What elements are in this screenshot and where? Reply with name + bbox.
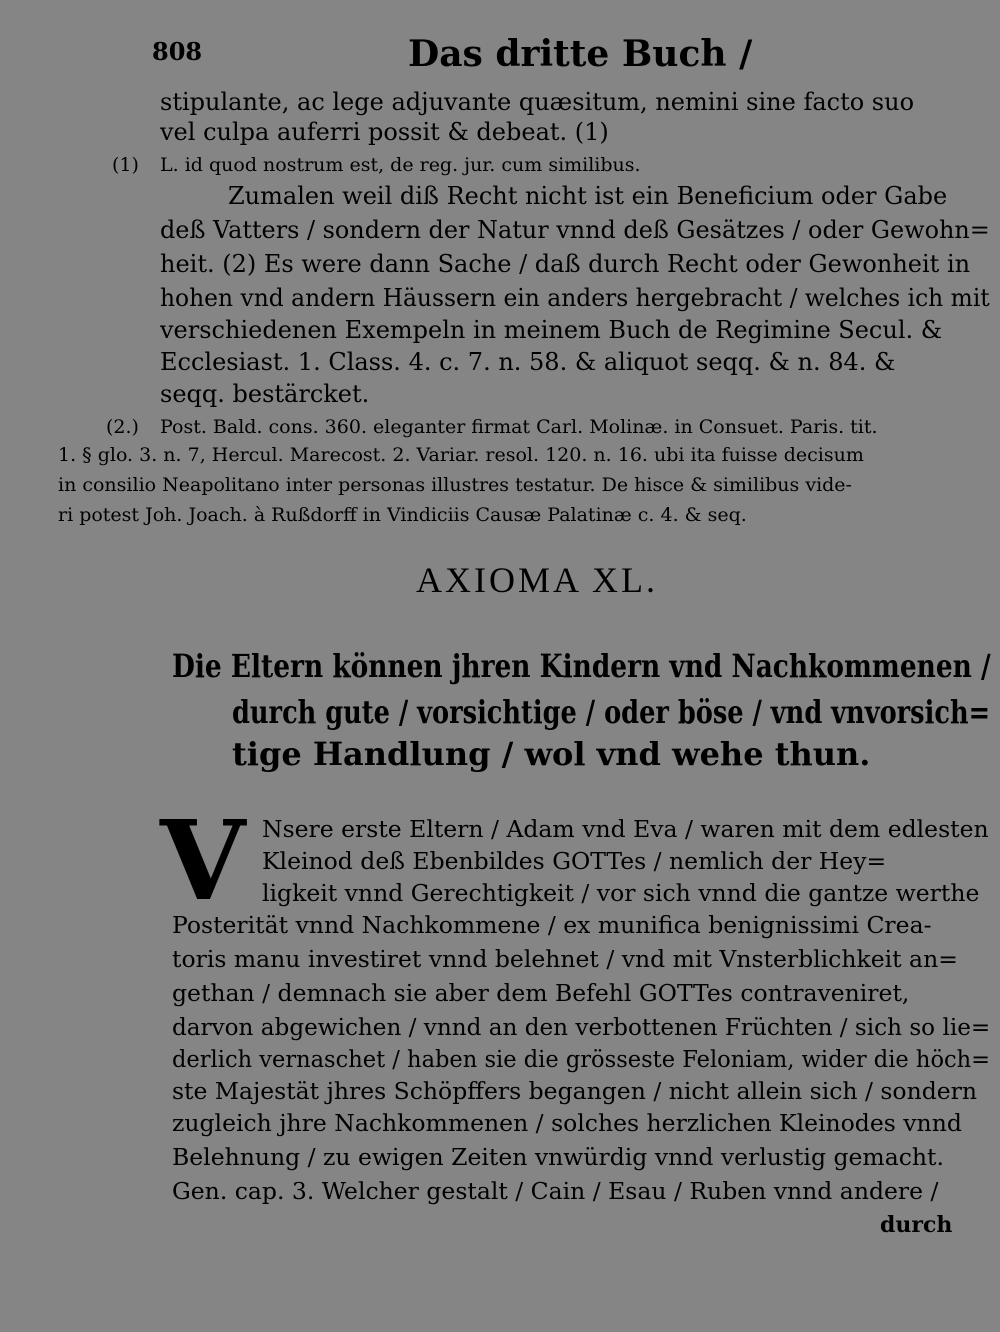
text-line: stipulante, ac lege adjuvante quæsitum, nemini sine facto suo <box>160 88 915 116</box>
text-line: Posterität vnnd Nachkommene / ex munifica benignissimi Crea- <box>172 911 932 939</box>
running-title: Das dritte Buch / <box>408 33 753 75</box>
footnote-text: ri potest Joh. Joach. à Rußdorff in Vindiciis Causæ Palatinæ c. 4. & seq. <box>58 504 747 526</box>
text-line: zugleich jhre Nachkommenen / solches herzlichen Kleinodes vnnd <box>172 1109 962 1137</box>
text-line: vel culpa auferri possit & debeat. (1) <box>160 118 609 146</box>
text-line: heit. (2) Es were dann Sache / daß durch Recht oder Gewonheit in <box>160 250 971 278</box>
text-line: Nsere erste Eltern / Adam vnd Eva / waren mit dem edlesten <box>262 815 989 843</box>
footnote-text: in consilio Neapolitano inter personas illustres testatur. De hisce & similibus vide- <box>58 474 852 496</box>
text-line: darvon abgewichen / vnnd an den verbottenen Früchten / sich so lie= <box>172 1013 991 1041</box>
section-heading: tige Handlung / wol vnd wehe thun. <box>232 735 871 773</box>
page-number: 808 <box>152 37 203 66</box>
text-line: toris manu investiret vnnd belehnet / vnd mit Vnsterblichkeit an= <box>172 945 958 973</box>
text-line: derlich vernaschet / haben sie die grösseste Feloniam, wider die höch= <box>172 1045 991 1073</box>
text-line: ligkeit vnnd Gerechtigkeit / vor sich vnnd die gantze werthe <box>262 879 980 907</box>
footnote-text: 1. § glo. 3. n. 7, Hercul. Marecost. 2. Variar. resol. 120. n. 16. ubi ita fuisse decisum <box>58 444 864 466</box>
text-line: verschiedenen Exempeln in meinem Buch de Regimine Secul. & <box>160 316 943 344</box>
text-line: Gen. cap. 3. Welcher gestalt / Cain / Esau / Ruben vnnd andere / <box>172 1177 939 1205</box>
text-line: Zumalen weil diß Recht nicht ist ein Beneficium oder Gabe <box>228 182 948 210</box>
footnote-marker: (2.) <box>106 416 139 438</box>
text-line: gethan / demnach sie aber dem Befehl GOTTes contraveniret, <box>172 979 910 1007</box>
drop-capital: V <box>160 796 246 925</box>
text-line: Ecclesiast. 1. Class. 4. c. 7. n. 58. & aliquot seqq. & n. 84. & <box>160 348 896 376</box>
footnote-marker: (1) <box>112 154 139 176</box>
axiom-title: AXIOMA XL. <box>416 560 658 600</box>
footnote-text: Post. Bald. cons. 360. eleganter firmat Carl. Molinæ. in Consuet. Paris. tit. <box>160 416 878 438</box>
section-heading: durch gute / vorsichtige / oder böse / vnd vnvorsich= <box>232 693 991 731</box>
footnote-text: L. id quod nostrum est, de reg. jur. cum similibus. <box>160 154 641 176</box>
text-line: deß Vatters / sondern der Natur vnnd deß Gesätzes / oder Gewohn= <box>160 216 990 244</box>
text-line: seqq. bestärcket. <box>160 380 370 408</box>
text-line: hohen vnd andern Häussern ein anders hergebracht / welches ich mit <box>160 284 990 312</box>
text-line: ste Majestät jhres Schöpffers begangen / nicht allein sich / sondern <box>172 1077 978 1105</box>
text-line: Kleinod deß Ebenbildes GOTTes / nemlich der Hey= <box>262 847 887 875</box>
section-heading: Die Eltern können jhren Kindern vnd Nachkommenen / <box>172 647 991 685</box>
catchword: durch <box>880 1212 953 1238</box>
text-line: Belehnung / zu ewigen Zeiten vnwürdig vnnd verlustig gemacht. <box>172 1143 944 1171</box>
